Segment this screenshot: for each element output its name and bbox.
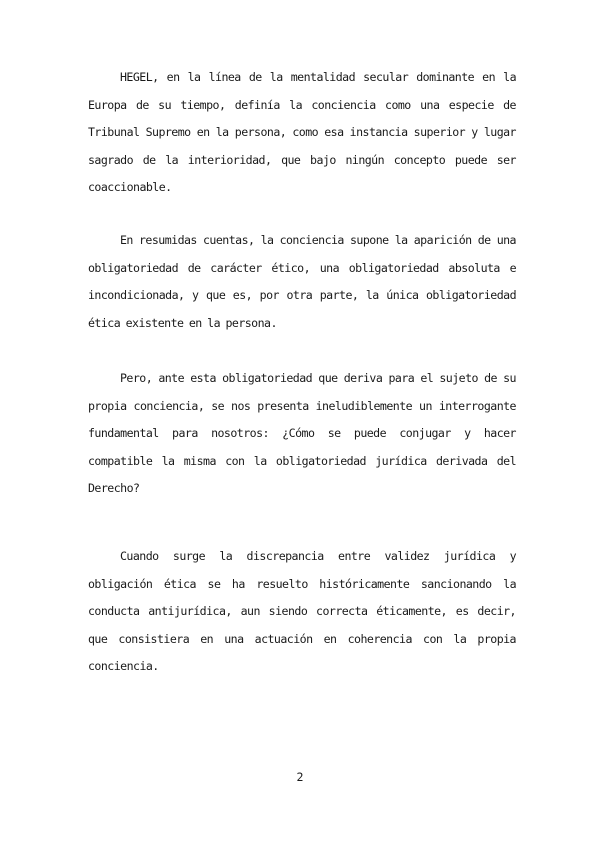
paragraph-hegel-conscience: HEGEL, en la línea de la mentalidad secular dominante en la Europa de su tiempo, definía la conciencia como una especie de Tribunal Supremo en la persona, como esa instancia superior y lugar sagrado de la interioridad, que bajo ningún concepto puede ser coaccionable. [88,70,516,195]
page-number: 2 [296,770,304,784]
paragraph-discrepancy: Cuando surge la discrepancia entre validez jurídica y obligación ética se ha resuelto históricamente sancionando la conducta antijurídica, aun siendo correcta éticamente, es decir, que consistiera en una actuación en coherencia con la propia conciencia. [88,549,516,674]
paragraph-summary: En resumidas cuentas, la conciencia supone la aparición de una obligatoriedad de carácter ético, una obligatoriedad absoluta e incondicionada, y que es, por otra parte, la única obligatoriedad ética existente en la persona. [88,233,516,330]
paragraph-question: Pero, ante esta obligatoriedad que deriva para el sujeto de su propia conciencia, se nos presenta ineludiblemente un interrogante fundamental para nosotros: ¿Cómo se puede conjugar y hacer compatible la misma con la obligatoriedad jurídica derivada del Derecho? [88,371,516,496]
